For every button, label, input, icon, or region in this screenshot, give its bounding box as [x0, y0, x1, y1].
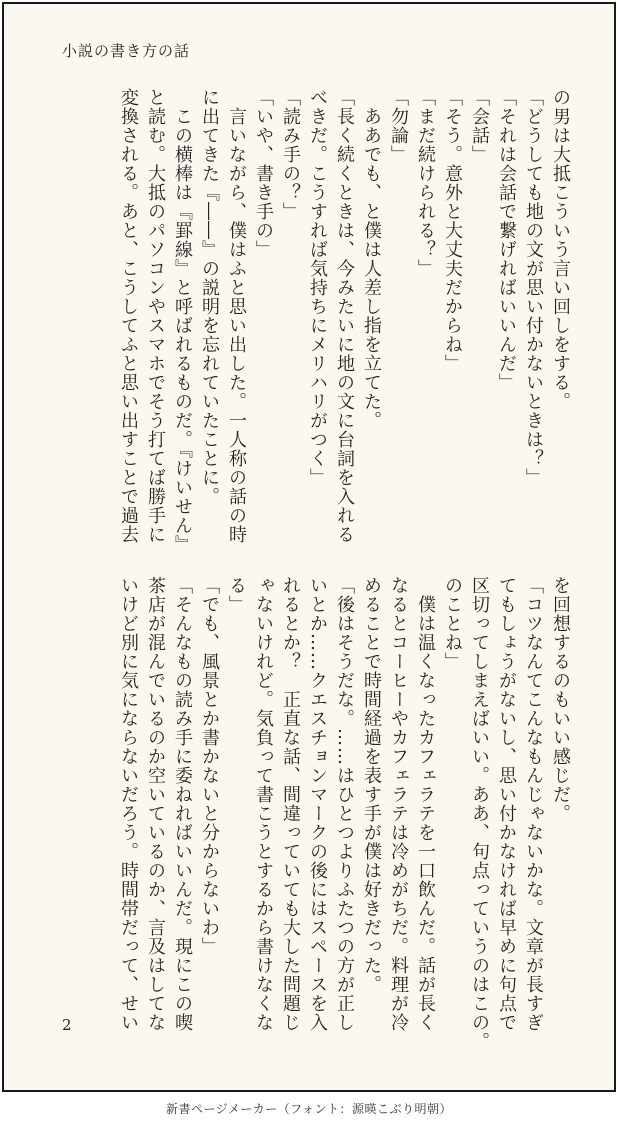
text-line: 「それは会話で繋げればいいんだ」 — [496, 88, 517, 392]
text-line: べきだ。こうすれば気持ちにメリハリがつく」 — [307, 88, 328, 487]
text-line: いとか……クエスチョンマークの後にはスペースを入 — [307, 576, 328, 1032]
text-line: 「勿論」 — [388, 88, 409, 164]
text-line: 「後はそうだな。……はひとつよりふたつの方が正し — [334, 576, 355, 1032]
text-line: のことね」 — [442, 576, 463, 671]
text-line: 「長く続くときは、今みたいに地の文に台詞を入れる — [334, 88, 355, 544]
text-line: 「読み手の？」 — [280, 88, 301, 221]
text-line: と読む。大抵のパソコンやスマホでそう打てば勝手に — [145, 88, 166, 544]
text-line: ああでも、と僕は人差し指を立てた。 — [361, 88, 382, 430]
text-line: 「会話」 — [469, 88, 490, 164]
text-line: いけど別に気にならないだろう。時間帯だって、せい — [118, 576, 139, 1032]
text-block-top — [49, 88, 574, 554]
book-page — [2, 2, 616, 1092]
text-line: なるとコーヒーやカフェラテは冷めがちだ。料理が冷 — [388, 576, 409, 1032]
text-line: の男は大抵こういう言い回しをする。 — [550, 88, 571, 411]
text-line: 変換される。あと、こうしてふと思い出すことで過去 — [118, 88, 139, 544]
text-line: る」 — [226, 576, 247, 614]
text-line: 「そんなもの読み手に委ねればいいんだ。現にこの喫 — [172, 576, 193, 1032]
text-line: てもしょうがないし、思い付かなければ早めに句点で — [496, 576, 517, 1032]
text-line: 僕は温くなったカフェラテを一口飲んだ。話が長く — [415, 576, 436, 1032]
text-line: この横棒は『罫線』と呼ばれるものだ。『けいせん』 — [172, 88, 193, 554]
text-line: 「どうしても地の文が思い付かないときは？」 — [523, 88, 544, 487]
text-line: 「そう。意外と大丈夫だからね」 — [442, 88, 463, 373]
text-line: 区切ってしまえばいい。ああ、句点っていうのはこの。 — [469, 576, 490, 1051]
text-line: めることで時間経過を表す手が僕は好きだった。 — [361, 576, 382, 994]
page-number: 2 — [62, 1016, 72, 1034]
text-line: 言いながら、僕はふと思い出した。一人称の話の時 — [226, 88, 247, 544]
text-line: 「でも、風景とか書かないと分からないわ」 — [199, 576, 220, 956]
text-line: 「いや、書き手の」 — [253, 88, 274, 259]
generator-credit: 新書ページメーカー（フォント：源暎こぶり明朝） — [165, 1102, 453, 1116]
page-title: 小説の書き方の話 — [62, 42, 191, 60]
text-line: を回想するのもいい感じだ。 — [550, 576, 571, 823]
text-line: れるとか？ 正直な話、間違っていても大した問題じ — [280, 576, 301, 1032]
text-line: に出てきた『――』の説明を忘れていたことに。 — [199, 88, 220, 506]
text-line: 茶店が混んでいるのか空いているのか、言及はしてな — [145, 576, 166, 1032]
text-block-bottom — [49, 576, 574, 1051]
text-line: ゃないけれど。気負って書こうとするから書けなくな — [253, 576, 274, 1032]
text-line: 「コツなんてこんなもんじゃないかな。文章が長すぎ — [523, 576, 544, 1032]
text-line: 「まだ続けられる？」 — [415, 88, 436, 278]
